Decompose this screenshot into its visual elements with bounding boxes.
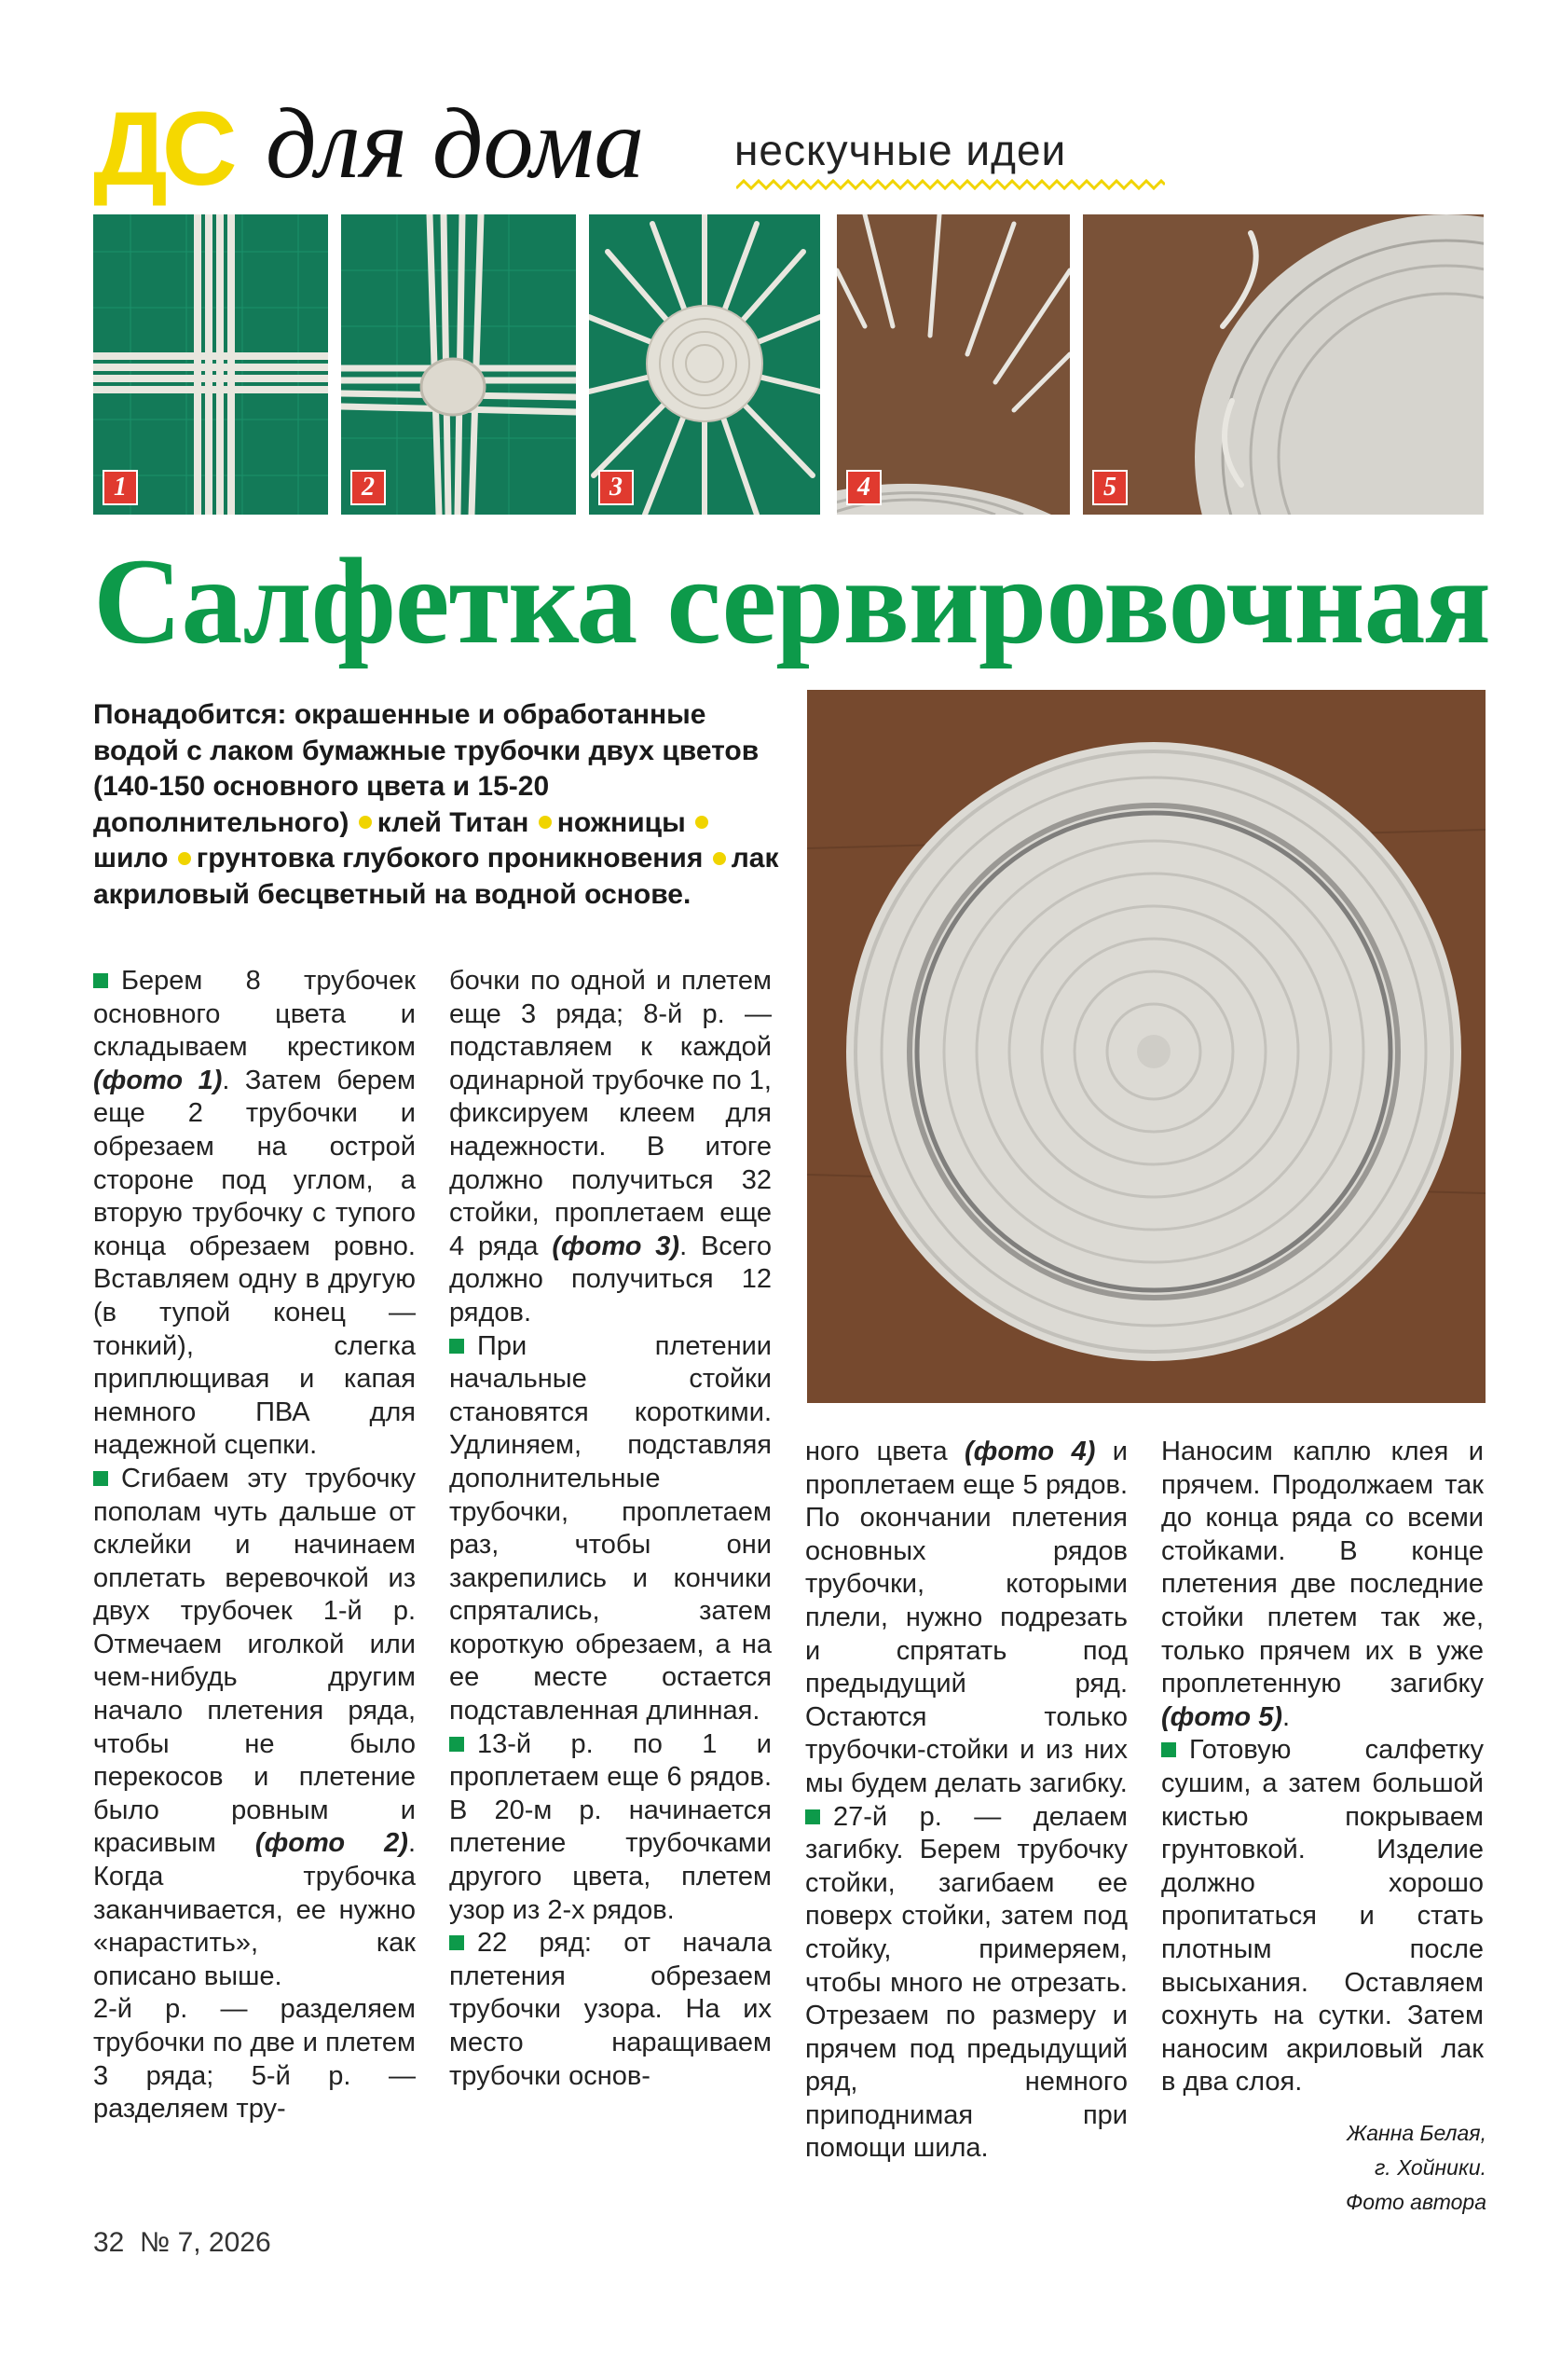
green-square-bullet-icon [449,1935,464,1950]
photo-number: 5 [1092,470,1128,505]
text: . Всего должно получиться 12 рядов. [449,1231,772,1328]
photo-number: 3 [598,470,634,505]
text-column-3 [805,1436,1128,2166]
step-photo-4 [837,214,1070,515]
text: Берем 8 трубочек основного цвета и складываем крестиком [93,966,416,1063]
green-square-bullet-icon [93,973,108,988]
materials-text: Понадобится: окрашенные и обработанные водой с лаком бумажные трубочки двух цветов (140-150 основного цвета и 15-20 дополнительного) [93,699,760,838]
text-column-1 [93,965,416,2126]
text: и проплетаем еще 5 рядов. По окончании плетения основных рядов трубочки, которыми плели, нужно подрезать и спрятать под предыдущий ряд. Остаются только трубочки-стойки и из них мы будем делать загибку. [805,1437,1128,1798]
text: ного цвета [805,1437,965,1466]
materials-item: шило [93,843,169,874]
photo-ref: (фото 2) [254,1828,408,1859]
text: Готовую салфетку сушим, а затем большой кистью покрываем грунтовкой. Изделие должно хорошо пропитаться и стать плотным после высыхания. Оставляем сохнуть на сутки. Затем наносим акриловый лак в два слоя. [1161,1735,1484,2098]
step-photo-5-image [1083,214,1484,515]
text: 13-й р. по 1 и проплетаем еще 6 рядов. В 20-м р. начинается плетение трубочками другого цвета, плетем узор из 2-х рядов. [449,1728,772,1925]
step-photo-5 [1083,214,1484,515]
green-square-bullet-icon [449,1737,464,1752]
author-city: г. Хойники. [1374,2155,1486,2180]
photo-ref: (фото 5) [1161,1701,1282,1732]
green-square-bullet-icon [1161,1742,1176,1757]
photo-ref: (фото 4) [965,1437,1096,1466]
article-title: Салфетка сервировочная [93,532,1490,669]
green-square-bullet-icon [805,1809,820,1824]
paragraph [1161,1734,1484,2099]
finished-napkin-image [807,690,1486,1403]
paragraph [1161,1436,1484,1734]
step-photo-1 [93,214,328,515]
paragraph [449,1927,772,2093]
section-title: для дома [266,89,645,199]
page-footer [93,2226,271,2260]
section-subtitle: нескучные идеи [734,126,1067,174]
paragraph [805,1801,1128,2167]
magazine-logo: ДС [93,90,232,207]
text: . Когда трубочка заканчивается, ее нужно «нарастить», как описано выше. [93,1828,416,1991]
text: Сгибаем эту трубочку пополам чуть дальше от склейки и начинаем оплетать веревочкой из двух трубочек 1-й р. Отмечаем иголкой или чем-нибудь другим начало плетения ряда, чтобы не было перекосов и плетение было ровным и красивым [93,1463,416,1859]
bullet-dot-icon [695,816,708,829]
paragraph [93,965,416,1463]
page-number: 32 [93,2227,125,2258]
text: 22 ряд: от начала плетения обрезаем трубочки узора. На их место наращиваем трубочки основ- [449,1928,772,2091]
photo-credit: Фото автора [1346,2190,1486,2214]
text: . Затем берем еще 2 трубочки и обрезаем на острой стороне под углом, а вторую трубочку с тупого конца обрезаем ровно. Вставляем одну в другую (в тупой конец — тонкий), слегка приплющивая и капая немного ПВА для надежной сцепки. [93,1065,416,1461]
text: При плетении начальные стойки становятся короткими. Удлиняем, подставляя дополнительные трубочки, проплетаем раз, чтобы они закрепились и кончики спрятались, затем короткую обрезаем, а на ее месте остается подставленная длинная. [449,1330,772,1727]
text: Наносим каплю клея и прячем. Продолжаем так до конца ряда со всеми стойками. В конце плетения две последние стойки плетем так же, только прячем их в уже проплетенную загибку [1161,1437,1484,1699]
photo-ref: (фото 1) [93,1065,223,1095]
paragraph [449,965,772,1330]
author-name: Жанна Белая, [1347,2121,1486,2145]
photo-number: 1 [103,470,138,505]
green-square-bullet-icon [449,1339,464,1354]
step-photo-3 [589,214,820,515]
paragraph: 2-й р. — разделяем трубочки по две и плетем 3 ряда; 5-й р. — разделяем тру- [93,1994,416,2125]
section-header [93,89,1491,207]
materials-item: грунтовка глубокого проникновения [196,843,704,874]
materials-item: клей Титан [377,806,529,838]
materials-list [93,697,783,913]
text: бочки по одной и плетем еще 3 ряда; 8-й р. — подставляем к каждой одинарной трубочке по 1, фиксируем клеем для надежности. В итоге должно получиться 32 стойки, проплетаем еще 4 ряда [449,966,772,1261]
bullet-dot-icon [178,852,191,865]
photo-ref: (фото 3) [552,1231,680,1261]
bullet-dot-icon [359,816,372,829]
decorative-zigzag [736,179,1165,190]
finished-napkin-photo [807,690,1486,1403]
bullet-dot-icon [713,852,726,865]
photo-number: 4 [846,470,882,505]
bullet-dot-icon [539,816,552,829]
issue-number: № 7, 2026 [140,2227,271,2258]
paragraph [449,1330,772,1728]
photo-number: 2 [350,470,386,505]
step-photo-2 [341,214,576,515]
materials-item: лак акриловый бесцветный на водной основе. [93,843,779,910]
paragraph [93,1463,416,1994]
text-column-2 [449,965,772,2093]
text-column-4 [1161,1436,1484,2099]
paragraph [449,1728,772,1928]
paragraph [805,1436,1128,1801]
materials-item: ножницы [556,806,686,838]
text: 27-й р. — делаем загибку. Берем трубочку стойки, загибаем ее поверх стойки, затем под стойку, примеряем, чтобы много не отрезать. Отрезаем по размеру и прячем под предыдущий ряд, немного приподнимая при помощи шила. [805,1801,1128,2164]
text: . [1282,1701,1291,1732]
green-square-bullet-icon [93,1471,108,1486]
author-signature [1207,2116,1486,2220]
